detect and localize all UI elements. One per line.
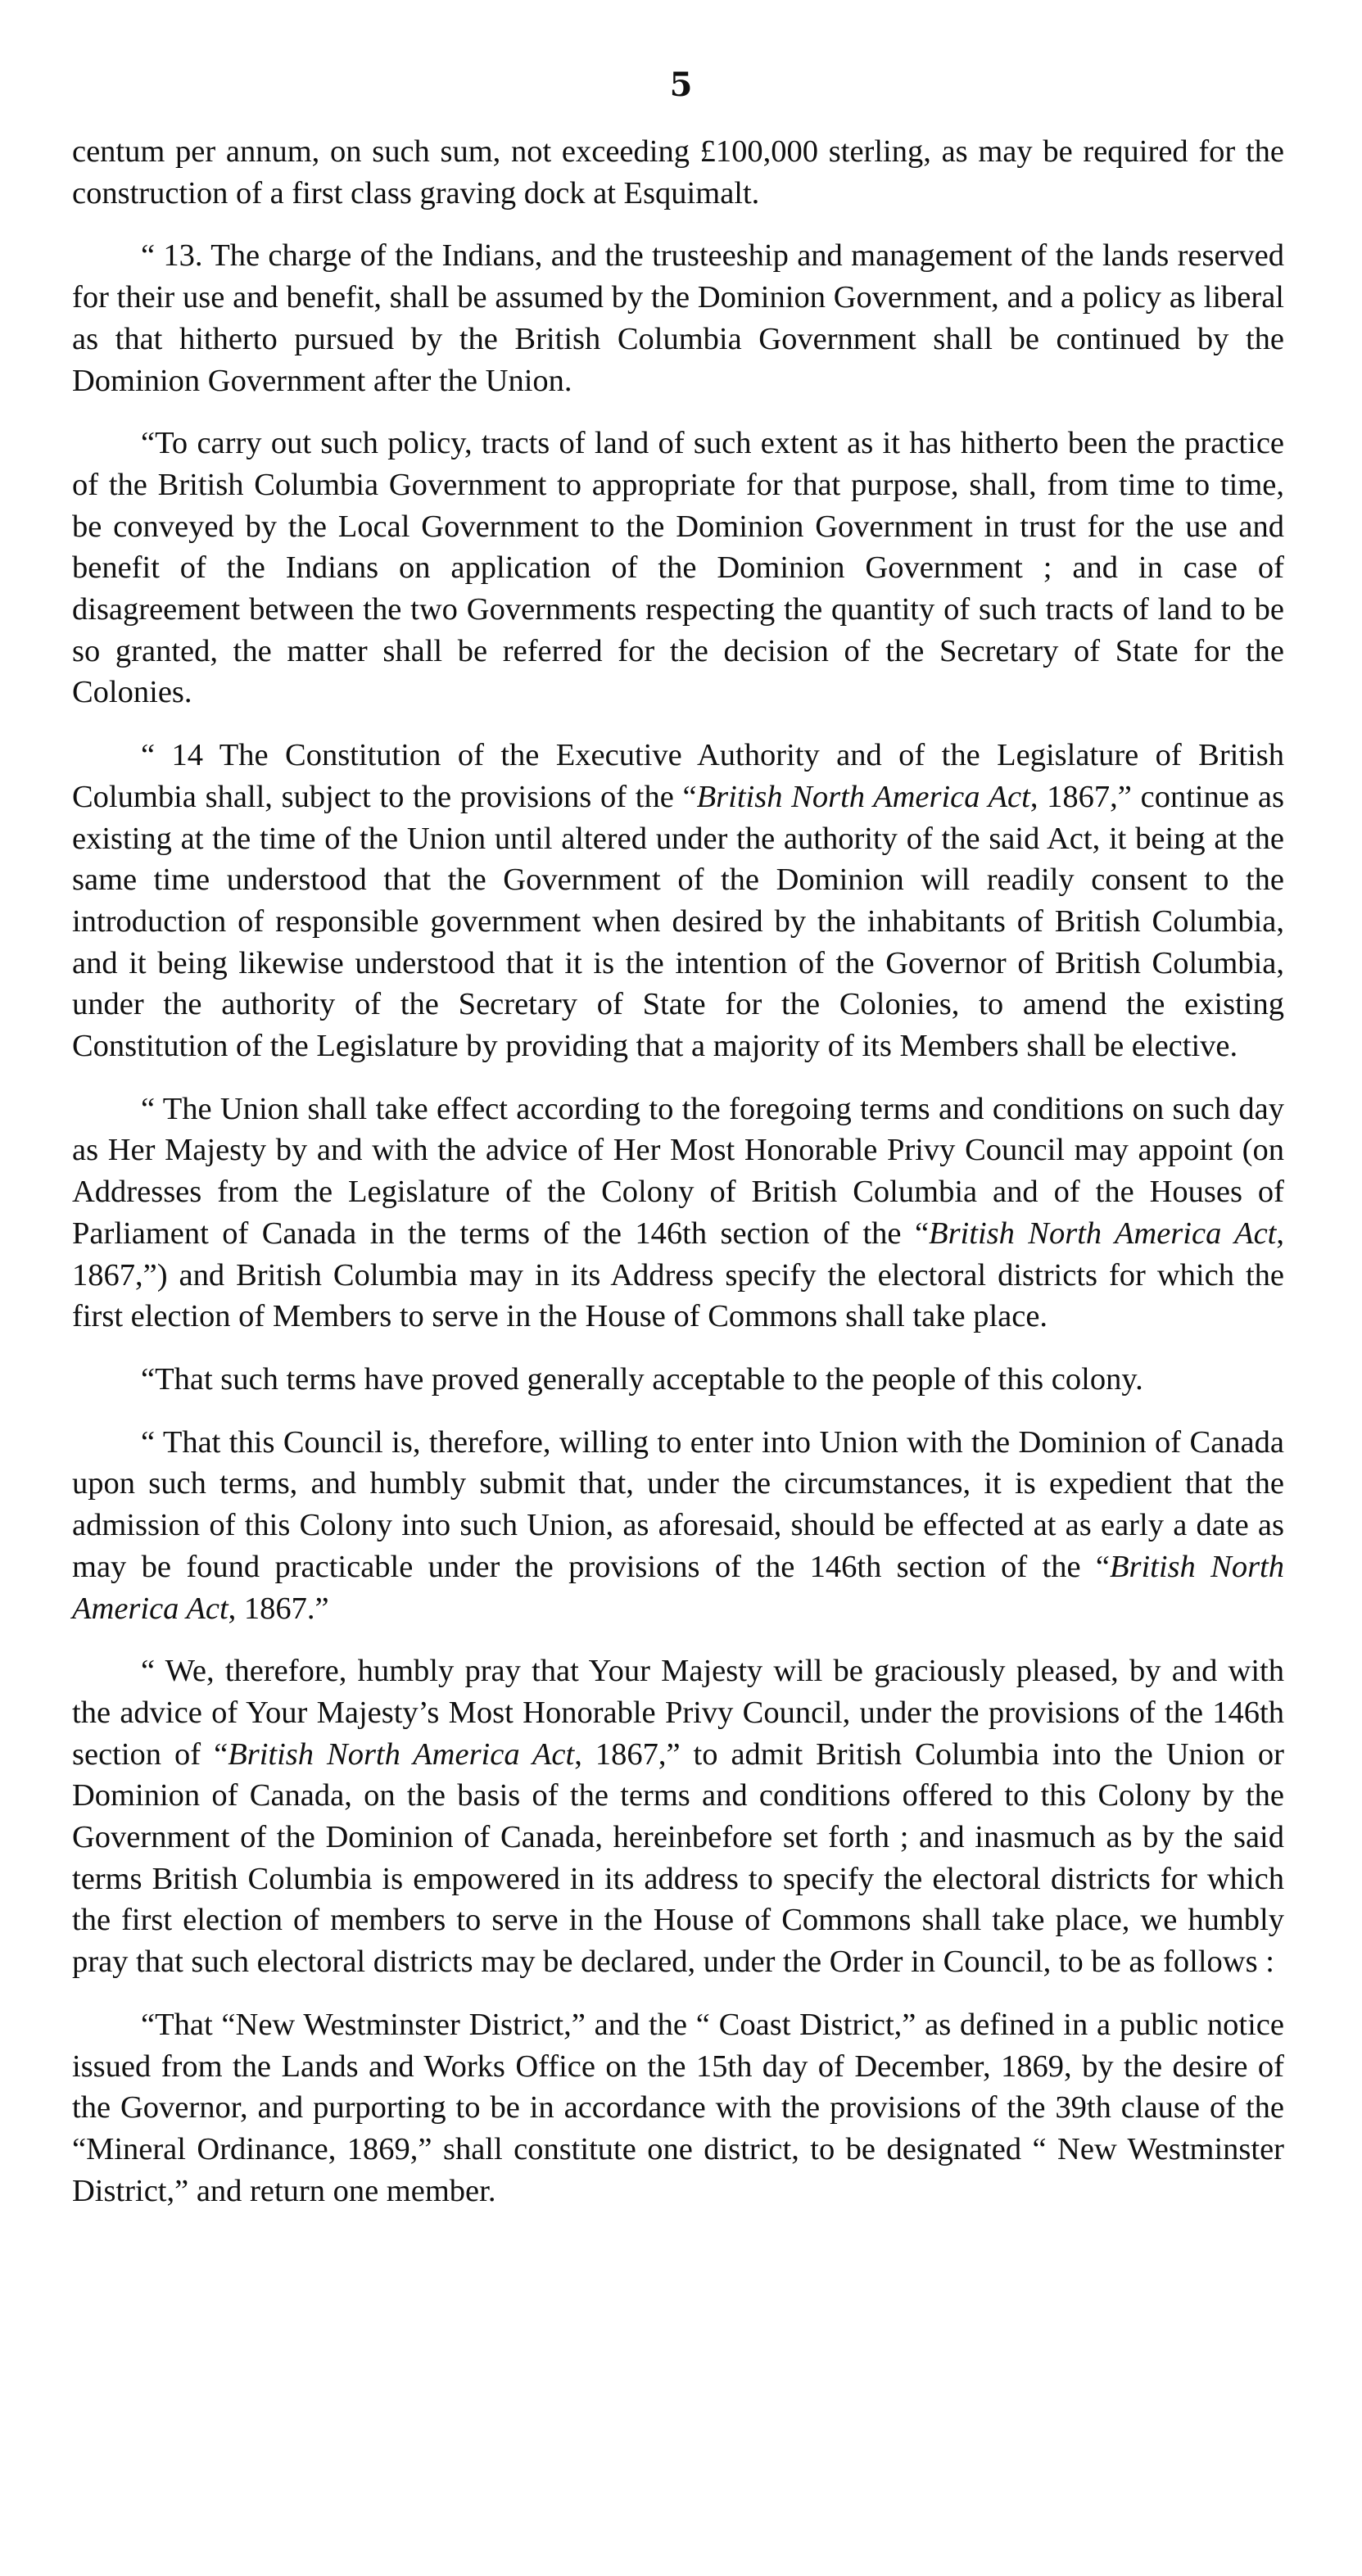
paragraph-indian-lands-policy: “To carry out such policy, tracts of land of such extent as it has hitherto been the practice of the British Columbia Government to appropriate for that purpose, shall, from time to time, be conveyed by the Local Government to the Dominion Government in trust for the use and benefit of the Indians on application of the Dominion Government ; and in case of disagreement between the two Governments respecting the quantity of such tracts of land to be so granted, the matter shall be referred for the decision of the Secretary of State for the Colonies.: [72, 426, 1284, 710]
paragraph-clause-13: “ 13. The charge of the Indians, and the trusteeship and management of the lands reserved for their use and benefit, shall be assumed by the Dominion Government, and a policy as liberal as that hitherto pursued by the British Columbia Government shall be continued by the Dominion Government after the Union.: [72, 238, 1284, 398]
page-number: 5: [669, 66, 693, 104]
union-effect-text-b: , 1867,”) and British Columbia may in its Address specify the electoral districts for which the first election of Members to serve in the House of Commons shall take place.: [72, 1216, 1284, 1334]
clause-14-text-b: , 1867,” continue as existing at the time of the Union until altered under the authority of the said Act, it being at the same time understood that the Government of the Dominion will readily consent to the introduction of responsible government when desired by the inhabitants of British Columbia, and it being likewise understood that it is the intention of the Governor of British Columbia, under the authority of the Secretary of State for the Colonies, to amend the existing Constitution of the Legislature by providing that a majority of its Members shall be elective.: [72, 779, 1284, 1064]
paragraph-humble-prayer: [72, 1650, 1284, 1983]
paragraph-continuation: centum per annum, on such sum, not exceeding £100,000 sterling, as may be required for the construction of a first class graving dock at Esquimalt.: [72, 134, 1284, 211]
council-willing-text-a: “ That this Council is, therefore, willing to enter into Union with the Dominion of Canada upon such terms, and humbly submit that, under the circumstances, it is expedient that the admission of this Colony into such Union, as aforesaid, should be effected at as early a date as may be found practicable under the provisions of the 146th section of the “: [72, 1424, 1284, 1584]
paragraph-union-effect: [72, 1089, 1284, 1338]
paragraph-clause-14: [72, 735, 1284, 1067]
document-body: [72, 131, 1284, 2233]
act-title-italic: British North America Act: [228, 1736, 575, 1772]
clause-14-text-a: “ 14 The Constitution of the Executive Authority and of the Legislature of British Columbia shall, subject to the provisions of the “: [72, 738, 1284, 814]
paragraph-council-willing: [72, 1422, 1284, 1630]
act-title-italic: British North America Act: [72, 1549, 1284, 1626]
act-title-italic: British North America Act: [696, 779, 1030, 814]
council-willing-text-b: , 1867.”: [228, 1591, 329, 1626]
union-effect-text-a: “ The Union shall take effect according to the foregoing terms and conditions on such day as Her Majesty by and with the advice of Her Most Honorable Privy Council may appoint (on Addresses from the Legislature of the Colony of British Columbia and of the Houses of Parliament of Canada in the terms of the 146th section of the “: [72, 1091, 1284, 1251]
humble-prayer-text-a: “ We, therefore, humbly pray that Your Majesty will be graciously pleased, by and with the advice of Your Majesty’s Most Honorable Privy Council, under the provisions of the 146th section of “: [72, 1654, 1284, 1772]
act-title-italic: British North America Act: [929, 1216, 1277, 1251]
paragraph-new-westminster-district: “That “New Westminster District,” and the “ Coast District,” as defined in a public notice issued from the Lands and Works Office on the 15th day of December, 1869, by the desire of the Governor, and purporting to be in accordance with the provisions of the 39th clause of the “Mineral Ordinance, 1869,” shall constitute one district, to be designated “ New Westminster District,” and return one member.: [72, 2007, 1284, 2208]
humble-prayer-text-b: , 1867,” to admit British Columbia into the Union or Dominion of Canada, on the basis of the terms and conditions offered to this Colony by the Government of the Dominion of Canada, hereinbefore set forth ; and inasmuch as by the said terms British Columbia is empowered in its address to specify the electoral districts for which the first election of members to serve in the House of Commons shall take place, we humbly pray that such electoral districts may be declared, under the Order in Council, to be as follows :: [72, 1736, 1285, 1980]
paragraph-terms-acceptable: “That such terms have proved generally acceptable to the people of this colony.: [141, 1361, 1143, 1397]
